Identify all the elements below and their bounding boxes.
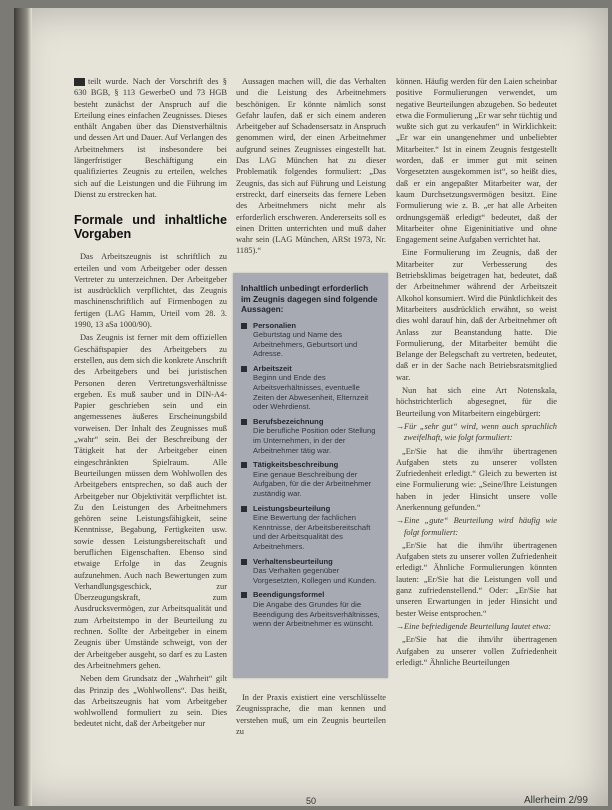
page-number: 50 [306, 796, 317, 806]
text-column-2-bottom [236, 692, 386, 737]
info-box-item: Tätigkeitsbeschreibung Eine genaue Beschreibung der Aufgaben, für die der Arbeitnehmer zuständig war. [233, 460, 388, 503]
text-column-2 [236, 76, 386, 259]
info-box [233, 273, 388, 678]
info-box-item: Verhaltensbeurteilung Das Verhalten gegenüber Vorgesetzten, Kollegen und Kunden. [233, 557, 388, 591]
body-paragraph: Aussagen machen will, die das Verhalten und die Leistung des Arbeitnehmers beschönigen. Er könnte nämlich sonst Gefahr laufen, daß er sich einem anderen Arbeitgeber auf Schadensersatz in Anspruch genommen wird, der einen Arbeitnehmer aufgrund seines Zeugnisses eingestellt hat. Das LAG München hat zu dieser Problematik folgendes formuliert: „Das Zeugnis, das sich auf Führung und Leistung erstreckt, darf einerseits das fernere Leben des Arbeitnehmers nicht mehr als erforderlich erschweren. Andererseits soll es einen Dritten unterrichten und muß daher wahr sein (LAG München, ARSt 1973, Nr. 1185).“ [236, 77, 386, 256]
page-binding-shadow [14, 8, 32, 806]
info-box-item: Personalien Geburtstag und Name des Arbeitnehmers, Geburtsort und Adresse. [233, 321, 388, 364]
body-paragraph: können. Häufig werden für den Laien scheinbar positive Formulierungen verwendet, um negative Beurteilungen abzugeben. So bedeutet etwa die Formulierung „Er war sehr tüchtig und wußte sich gut zu verkaufen“ in Wirklichkeit: „Er war ein unangenehmer und unbeliebter Mitarbeiter.“ Ist in einem Zeugnis festgestellt worden, daß er immer gut mit seinen Vorgesetzten ausgekommen ist“, so heißt dies, daß er ein angepaßter Mitarbeiter war, der kaum Durchsetzungsvermögen besitzt. Eine Formulierung wie z. B. „er hat alle Arbeiten ordnungsgemäß erledigt“ bedeutet, daß der Mitarbeiter ohne Eigeninitiative und ohne Engagement seine Aufgaben verrichtet hat. [396, 77, 557, 245]
grade-phrase: → Für „sehr gut“ wird, wenn auch sprachlich zweifelhaft, wie folgt formuliert: [396, 421, 557, 444]
info-box-item: Berufsbezeichnung Die berufliche Position oder Stellung im Unternehmen, in der der Arbeitnehmer tätig war. [233, 417, 388, 460]
grade-phrase: → Eine befriedigende Beurteilung lautet etwa: [396, 621, 557, 632]
magazine-page [14, 8, 608, 806]
continuation-marker-icon [74, 78, 85, 86]
grade-quote: „Er/Sie hat die ihm/ihr übertragenen Aufgaben zu unserer vollen Zufriedenheit erledigt.“ Ähnliche Beurteilungen [396, 635, 557, 667]
text-column-3 [396, 76, 557, 670]
grade-quote: „Er/Sie hat die ihm/ihr übertragenen Aufgaben stets zu unserer vollen Zufriedenheit erledigt.“ Ähnliche Formulierungen könnten lauten: „Er/Sie hat die Leistungen voll und ganz zufriedenstellend.“ Oder: „Er/Sie hat unseren Erwartungen in jeder Hinsicht und bester Weise entsprochen.“ [396, 540, 557, 618]
body-paragraph: Eine Formulierung im Zeugnis, daß der Mitarbeiter zur Verbesserung des Betriebsklimas beigetragen hat, bedeutet, daß der Arbeitnehmer während der Arbeitszeit Alkohol konsumiert. Wird die Pünktlichkeit des Mitarbeiters ausdrücklich erwähnt, so weist dies wohl darauf hin, daß der Arbeitnehmer oft Anlass zur Beanstandung hatte. Die Formulierung, der Mitarbeiter bemüht die Belange der Belegschaft zu vertreten, bedeutet, daß er in der Sache nach Betriebsratsmitglied war. [396, 248, 557, 382]
info-box-item: Leistungsbeurteilung Eine Bewertung der fachlichen Kenntnisse, der Arbeitsbereitschaft und der Arbeitsqualität des Arbeitnehmers. [233, 504, 388, 557]
info-box-item: Arbeitszeit Beginn und Ende des Arbeitsverhältnisses, eventuelle Zeiten der Abwesenheit, Elternzeit oder Wehrdienst. [233, 364, 388, 417]
body-paragraph: Nun hat sich eine Art Notenskala, höchstrichterlich abgesegnet, für die Beurteilung von Mitarbeitern eingebürgert: [396, 386, 557, 418]
intro-paragraph: teilt wurde. Nach der Vorschrift des § 630 BGB, § 113 GewerbeO und 73 HGB besteht zunächst der Anspruch auf die Erteilung eines einfachen Zeugnisses. Dieses enthält Angaben über das Dienstverhältnis und dessen Art und Dauer. Auf Verlangen des Arbeitnehmers ist insbesondere bei längerfristiger Beschäftigung ein qualifiziertes Zeugnis zu erteilen, welches sich auf die Leistungen und die Führung im Dienst zu erstrecken hat. [74, 77, 227, 199]
grade-phrase: → Eine „gute“ Beurteilung wird häufig wie folgt formuliert: [396, 515, 557, 538]
body-paragraph: Das Arbeitszeugnis ist schriftlich zu erteilen und vom Arbeitgeber oder dessen Vertreter zu unterzeichnen. Der Arbeitgeber ist ausdrücklich verpflichtet, das Zeugnis maschinenschriftlich auf Firmenbogen zu fertigen (LAG Hamm, Urteil vom 28. 3. 1990, 13 aSa 1000/90). [74, 252, 227, 330]
journal-issue: Allerheim 2/99 [524, 795, 588, 806]
text-column-1 [74, 76, 227, 732]
body-paragraph: Neben dem Grundsatz der „Wahrheit“ gilt das Prinzip des „Wohlwollens“. Das heißt, das Arbeitszeugnis hat vom Arbeitgeber wohlwollend formuliert zu sein. Dies bedeutet nicht, daß der Arbeitgeber nur [74, 674, 227, 729]
grade-quote: „Er/Sie hat die ihm/ihr übertragenen Aufgaben stets zu unserer vollsten Zufriedenheit erledigt.“ Gleich zu bewerten ist eine Formulierung wie: „Seine/Ihre Leistungen haben in jeder Hinsicht unsere volle Anerkennung gefunden.“ [396, 446, 557, 512]
section-heading: Formale und inhaltliche Vorgaben [74, 213, 227, 242]
body-paragraph: In der Praxis existiert eine verschlüsselte Zeugnissprache, die man kennen und verstehen muß, um ein Zeugnis beurteilen zu [236, 693, 386, 736]
body-paragraph: Das Zeugnis ist ferner mit dem offiziellen Geschäftspapier des Arbeitgebers zu erstellen, aus dem sich die konkrete Anschrift des Arbeitgebers und bei juristischen Personen deren Vertretungsverhältnisse ergeben. Es muß sauber und in DIN-A4-Papier geschrieben sein und ein angemessenes äußeres Erscheinungsbild vorweisen. Der Inhalt des Zeugnisses muß „wahr“ sein. Bei der Beschreibung der Tätigkeit hat der Arbeitgeber einen eingeschränkten Spielraum. Alle Beurteilungen müssen dem Wohlwollen des Arbeitgebers entsprechen, so daß auch der Arbeitgeber nur Objektivität verpflichtet ist. Zu den Leistungen des Arbeitnehmers gehören seine Leistungsfähigkeit, seine Kenntnisse, Begabung, Fertigkeiten usw. sowie dessen Leistungsbereitschaft und beruflichen Eigenschaften. Ebenso sind etwaige Erfolge in das Zeugnis aufzunehmen. Auch nach Bewertungen zum Verhandlungsgeschick, zur Überzeugungskraft, zum Ausdrucksvermögen, zur Arbeitsqualität und zum Arbeitstempo in der Beurteilung zu rechnen. Sollte der Arbeitgeber in einem Zeugnis über Umstände schweigt, von der der Arbeitgeber ausgeht, so darf es zu Lasten des Arbeitnehmers gehen. [74, 333, 227, 670]
info-box-item: Beendigungsformel Die Angabe des Grundes für die Beendigung des Arbeitsverhältnisses, wenn der Arbeitnehmer es wünscht. [233, 590, 388, 633]
info-box-title: Inhaltlich unbedingt erforderlich im Zeugnis dagegen sind folgende Aussagen: [241, 283, 378, 314]
